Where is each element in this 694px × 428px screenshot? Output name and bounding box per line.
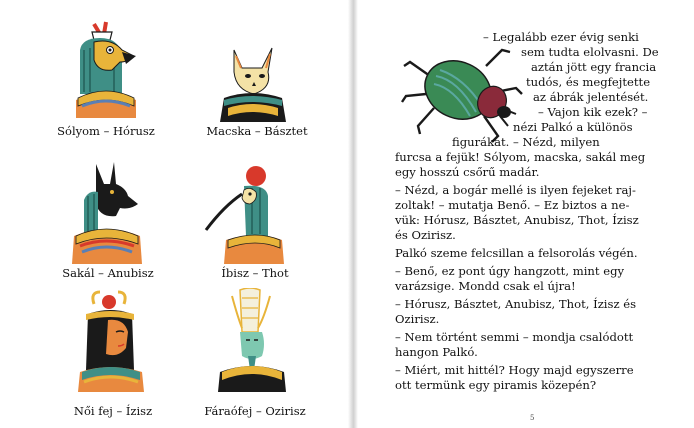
isis-woman-illustration xyxy=(74,290,148,392)
text-line: sem tudta elolvasni. De xyxy=(521,45,659,59)
text-line: hangon Palkó. xyxy=(395,345,478,359)
caption-anubis: Sakál – Anubisz xyxy=(62,266,154,280)
caption-horus: Sólyom – Hórusz xyxy=(57,124,155,138)
text-line: – Vajon kik ezek? – xyxy=(538,105,648,119)
osiris-pharaoh-illustration xyxy=(212,288,292,392)
bastet-cat-illustration xyxy=(214,42,292,122)
page-number: 5 xyxy=(530,414,535,422)
text-line: – Hórusz, Básztet, Anubisz, Thot, Ízisz és xyxy=(395,297,637,311)
caption-osiris: Fáraófej – Ozirisz xyxy=(204,404,306,418)
book-gutter xyxy=(348,0,358,428)
text-line: varázsige. Mondd csak el újra! xyxy=(395,279,576,293)
text-line: Ozirisz. xyxy=(395,312,440,326)
text-line: – Nem történt semmi – mondja csalódott xyxy=(395,330,634,344)
caption-isis: Női fej – Ízisz xyxy=(73,404,153,418)
text-line: ott termünk egy piramis közepén? xyxy=(395,378,597,392)
horus-falcon-illustration xyxy=(66,20,146,120)
caption-thoth: Íbisz – Thot xyxy=(221,266,289,280)
text-line: vük: Hórusz, Básztet, Anubisz, Thot, Ízisz xyxy=(395,213,639,227)
text-line: és Ozirisz. xyxy=(395,228,456,242)
text-line: nézi Palkó a különös xyxy=(513,120,633,134)
text-line: – Benő, ez pont úgy hangzott, mint egy xyxy=(395,264,625,278)
text-line: tudós, és megfejtette xyxy=(526,75,651,89)
text-line: furcsa a fejük! Sólyom, macska, sakál meg xyxy=(395,150,646,164)
text-line: az ábrák jelentését. xyxy=(533,90,649,104)
text-line: Palkó szeme felcsillan a felsorolás végén. xyxy=(395,246,638,260)
caption-bastet: Macska – Básztet xyxy=(206,124,308,138)
text-line: figurákat. – Nézd, milyen xyxy=(452,135,600,149)
text-line: egy hosszú csőrű madár. xyxy=(395,165,540,179)
text-line: – Legalább ezer évig senki xyxy=(483,30,639,44)
scarab-beetle-illustration xyxy=(400,36,524,150)
text-line: zoltak! – mutatja Benő. – Ez biztos a ne- xyxy=(395,198,630,212)
text-line: – Nézd, a bogár mellé is ilyen fejeket raj- xyxy=(395,183,636,197)
text-line: aztán jött egy francia xyxy=(531,60,657,74)
thoth-ibis-illustration xyxy=(200,164,288,264)
anubis-jackal-illustration xyxy=(66,160,148,264)
text-line: – Miért, mit hittél? Hogy majd egyszerre xyxy=(395,363,634,377)
